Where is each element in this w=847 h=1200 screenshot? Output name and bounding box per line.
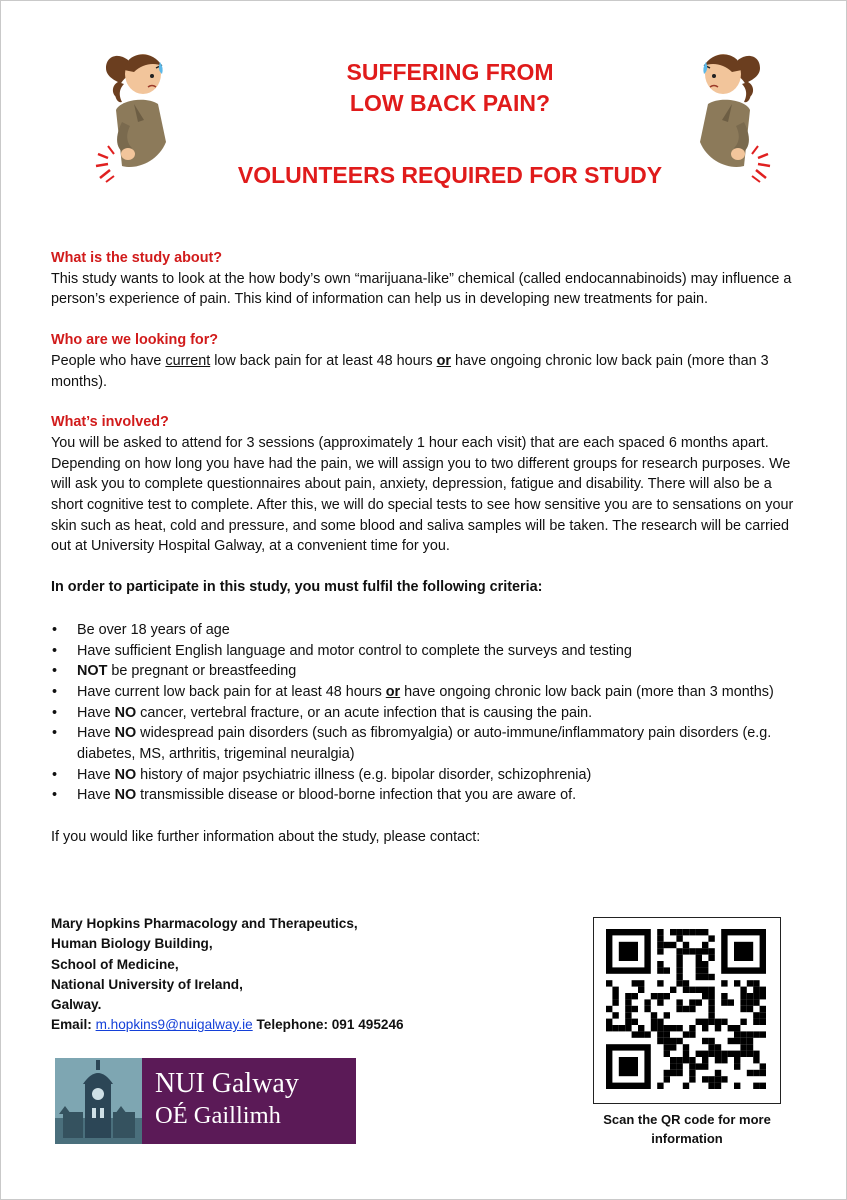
title-line-2: LOW BACK PAIN?	[349, 90, 551, 116]
qr-caption: Scan the QR code for more information	[603, 1112, 771, 1146]
contact-address	[51, 914, 404, 1036]
involved-heading: What’s involved?	[51, 414, 169, 431]
telephone: Telephone: 091 495246	[252, 1017, 404, 1033]
address-line: National University of Ireland,	[51, 976, 243, 992]
title-line-1: SUFFERING FROM	[346, 59, 554, 85]
nui-galway-logo	[55, 1058, 356, 1144]
address-line: Galway.	[51, 997, 102, 1013]
qr-code[interactable]	[593, 917, 781, 1104]
criteria-item: • Have NO widespread pain disorders (such as fibromyalgia) or auto-immune/inflammatory pain disorders (e.g. diabetes, MS, arthritis, trigeminal neuralgia)	[51, 723, 801, 764]
about-heading: What is the study about?	[51, 250, 223, 266]
address-line: School of Medicine,	[51, 956, 179, 972]
email-link[interactable]: m.hopkins9@nuigalway.ie	[95, 1017, 253, 1033]
main-body	[51, 248, 801, 848]
criteria-item: • NOT be pregnant or breastfeeding	[51, 661, 801, 682]
logo-line-1: NUI Galway	[155, 1068, 299, 1099]
criteria-list	[51, 620, 801, 806]
criteria-item: • Have NO history of major psychiatric illness (e.g. bipolar disorder, schizophrenia)	[51, 765, 801, 786]
criteria-item: • Have sufficient English language and motor control to complete the surveys and testing	[51, 641, 801, 662]
about-text: This study wants to look at the how body’s own “marijuana-like” chemical (called endocannabinoids) may influence a person’s experience of pain. This kind of information can help us in developing new treatments for pain.	[51, 270, 792, 308]
criteria-item: • Have NO transmissible disease or blood-borne infection that you are aware of.	[51, 785, 801, 806]
address-line: Mary Hopkins Pharmacology and Therapeutics,	[51, 916, 358, 931]
who-text: People who have current low back pain for at least 48 hours or have ongoing chronic low back pain (more than 3 months).	[51, 352, 769, 390]
email-phone-line: Email: m.hopkins9@nuigalway.ie Telephone: 091 495246	[51, 1017, 404, 1033]
title-line-3: VOLUNTEERS REQUIRED FOR STUDY	[237, 162, 663, 188]
woman-back-pain-illustration-left	[88, 42, 188, 192]
criteria-item: • Be over 18 years of age	[51, 620, 801, 641]
criteria-item: • Have current low back pain for at least 48 hours or have ongoing chronic low back pain (more than 3 months)	[51, 682, 801, 703]
university-tower-image	[55, 1058, 142, 1144]
criteria-heading: In order to participate in this study, you must fulfil the following criteria:	[51, 579, 543, 596]
contact-intro: If you would like further information about the study, please contact:	[51, 829, 481, 846]
criteria-item: • Have NO cancer, vertebral fracture, or an acute infection that is causing the pain.	[51, 703, 801, 724]
who-heading: Who are we looking for?	[51, 332, 219, 349]
involved-text: You will be asked to attend for 3 sessions (approximately 1 hour each visit) that are each spaced 6 months apart. Depending on how long you have had the pain, we will assign you to two different groups for research purposes. We will ask you to complete questionnaires about pain, anxiety, depression, fatigue and disability. There will also be a short cognitive test to complete. After this, we will do special tests to see how sensitive you are to sensations on your skin such as heat, cold and pressure, and some blood and saliva samples will be taken. The research will be carried out at University Hospital Galway, at a convenient time for you.	[51, 434, 794, 555]
address-line: Human Biology Building,	[51, 936, 213, 952]
current-underlined: current	[165, 352, 211, 369]
logo-line-2: OÉ Gaillimh	[155, 1102, 281, 1129]
or-underlined: or	[436, 352, 452, 369]
